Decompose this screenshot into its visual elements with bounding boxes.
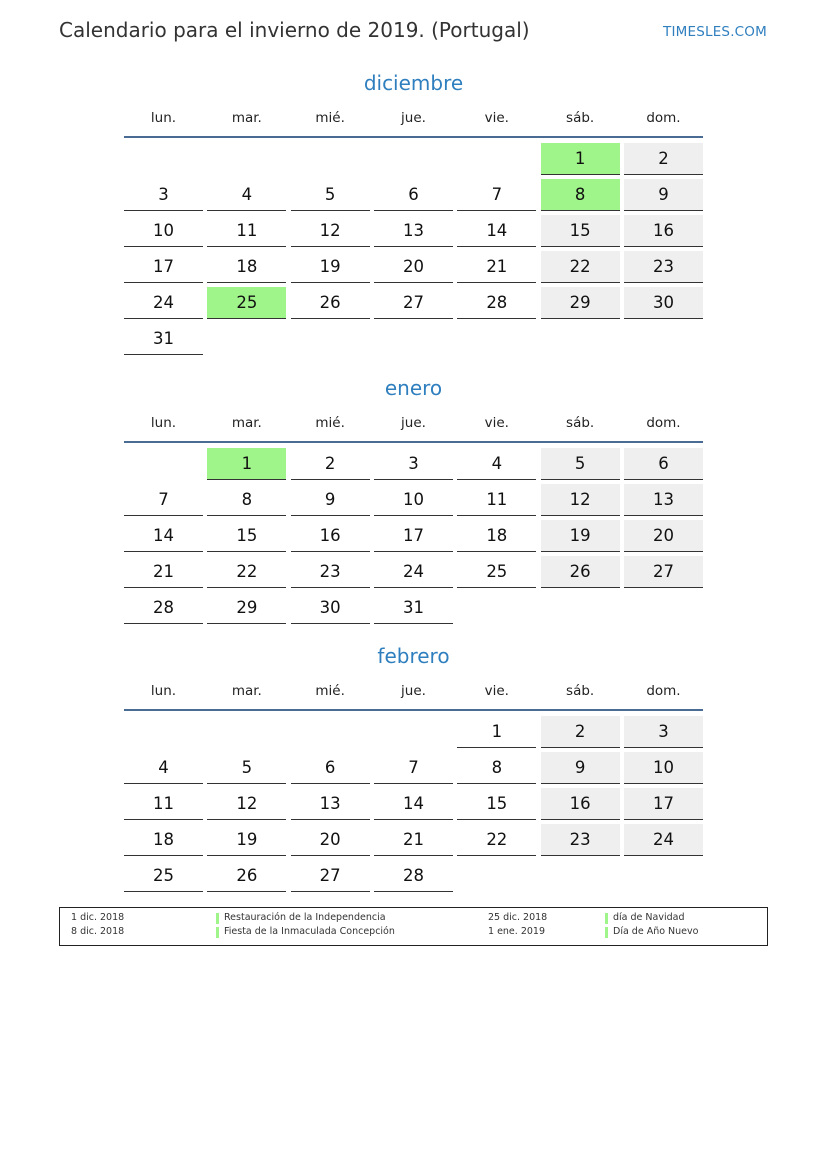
weekday-label: vie. bbox=[484, 415, 509, 431]
day-cell: 5 bbox=[207, 752, 286, 784]
day-cell: 31 bbox=[124, 323, 203, 355]
day-cell: 15 bbox=[541, 215, 620, 247]
day-cell: 26 bbox=[291, 287, 370, 319]
month-title: enero bbox=[384, 376, 443, 400]
day-cell: 10 bbox=[374, 484, 453, 516]
day-cell: 8 bbox=[457, 752, 536, 784]
day-cell: 5 bbox=[291, 179, 370, 211]
legend-holiday-name: día de Navidad bbox=[613, 912, 685, 923]
day-cell: 12 bbox=[291, 215, 370, 247]
day-grid bbox=[124, 447, 703, 627]
weekday-label: mié. bbox=[315, 683, 345, 699]
day-cell: 4 bbox=[124, 752, 203, 784]
weekday-label: dom. bbox=[646, 110, 681, 126]
day-cell: 30 bbox=[624, 287, 703, 319]
day-cell: 11 bbox=[207, 215, 286, 247]
holiday-day-cell: 25 bbox=[207, 287, 286, 319]
weekday-label: lun. bbox=[150, 110, 177, 126]
weekday-label: mar. bbox=[231, 415, 262, 431]
day-cell: 15 bbox=[207, 520, 286, 552]
weekday-label: sáb. bbox=[566, 683, 595, 699]
day-cell: 26 bbox=[207, 860, 286, 892]
holiday-day-cell: 1 bbox=[207, 448, 286, 480]
empty-cell bbox=[291, 715, 370, 751]
day-cell: 14 bbox=[457, 215, 536, 247]
day-cell: 17 bbox=[624, 788, 703, 820]
day-cell: 7 bbox=[374, 752, 453, 784]
day-cell: 22 bbox=[207, 556, 286, 588]
day-cell: 11 bbox=[124, 788, 203, 820]
day-cell: 14 bbox=[124, 520, 203, 552]
day-cell: 27 bbox=[291, 860, 370, 892]
day-cell: 16 bbox=[541, 788, 620, 820]
day-cell: 16 bbox=[291, 520, 370, 552]
day-cell: 20 bbox=[624, 520, 703, 552]
day-grid bbox=[124, 715, 703, 895]
day-cell: 9 bbox=[624, 179, 703, 211]
holiday-day-cell: 8 bbox=[541, 179, 620, 211]
day-cell: 27 bbox=[624, 556, 703, 588]
day-cell: 11 bbox=[457, 484, 536, 516]
day-cell: 19 bbox=[541, 520, 620, 552]
day-cell: 20 bbox=[374, 251, 453, 283]
month-february bbox=[124, 641, 703, 895]
holiday-color-marker bbox=[605, 927, 608, 938]
day-cell: 4 bbox=[207, 179, 286, 211]
day-cell: 20 bbox=[291, 824, 370, 856]
day-cell: 1 bbox=[457, 716, 536, 748]
legend-holiday-name: Fiesta de la Inmaculada Concepción bbox=[224, 926, 395, 937]
day-cell: 8 bbox=[207, 484, 286, 516]
month-january bbox=[124, 373, 703, 627]
day-cell: 15 bbox=[457, 788, 536, 820]
day-cell: 9 bbox=[541, 752, 620, 784]
day-cell: 23 bbox=[541, 824, 620, 856]
day-cell: 28 bbox=[457, 287, 536, 319]
day-cell: 16 bbox=[624, 215, 703, 247]
weekday-label: mié. bbox=[315, 415, 345, 431]
legend-date: 25 dic. 2018 bbox=[488, 912, 548, 923]
legend-date: 1 dic. 2018 bbox=[71, 912, 125, 923]
month-december bbox=[124, 68, 703, 358]
weekday-header bbox=[124, 676, 703, 706]
day-cell: 17 bbox=[374, 520, 453, 552]
day-cell: 24 bbox=[124, 287, 203, 319]
day-cell: 25 bbox=[124, 860, 203, 892]
day-cell: 28 bbox=[124, 592, 203, 624]
empty-cell bbox=[207, 142, 286, 178]
holiday-legend bbox=[59, 907, 768, 946]
day-cell: 18 bbox=[124, 824, 203, 856]
day-cell: 7 bbox=[457, 179, 536, 211]
weekday-label: lun. bbox=[150, 683, 177, 699]
weekday-label: mié. bbox=[315, 110, 345, 126]
empty-cell bbox=[374, 142, 453, 178]
day-cell: 6 bbox=[291, 752, 370, 784]
weekday-label: vie. bbox=[484, 683, 509, 699]
day-cell: 13 bbox=[291, 788, 370, 820]
empty-cell bbox=[124, 447, 203, 483]
day-cell: 24 bbox=[624, 824, 703, 856]
day-cell: 12 bbox=[207, 788, 286, 820]
day-cell: 3 bbox=[124, 179, 203, 211]
day-cell: 31 bbox=[374, 592, 453, 624]
weekday-label: lun. bbox=[150, 415, 177, 431]
day-cell: 13 bbox=[624, 484, 703, 516]
day-cell: 19 bbox=[207, 824, 286, 856]
legend-holiday-name: Restauración de la Independencia bbox=[224, 912, 386, 923]
day-cell: 3 bbox=[624, 716, 703, 748]
weekday-label: dom. bbox=[646, 415, 681, 431]
weekday-label: jue. bbox=[401, 110, 426, 126]
weekday-label: vie. bbox=[484, 110, 509, 126]
day-cell: 18 bbox=[207, 251, 286, 283]
holiday-color-marker bbox=[605, 913, 608, 924]
holiday-color-marker bbox=[216, 913, 219, 924]
day-cell: 19 bbox=[291, 251, 370, 283]
header-divider bbox=[124, 441, 703, 443]
day-grid bbox=[124, 142, 703, 358]
day-cell: 10 bbox=[124, 215, 203, 247]
day-cell: 21 bbox=[124, 556, 203, 588]
day-cell: 6 bbox=[624, 448, 703, 480]
empty-cell bbox=[124, 715, 203, 751]
legend-date: 8 dic. 2018 bbox=[71, 926, 125, 937]
brand-link[interactable]: TIMESLES.COM bbox=[663, 24, 767, 40]
day-cell: 12 bbox=[541, 484, 620, 516]
header-divider bbox=[124, 709, 703, 711]
day-cell: 18 bbox=[457, 520, 536, 552]
holiday-day-cell: 1 bbox=[541, 143, 620, 175]
day-cell: 30 bbox=[291, 592, 370, 624]
page-title: Calendario para el invierno de 2019. (Portugal) bbox=[59, 18, 530, 42]
empty-cell bbox=[207, 715, 286, 751]
weekday-header bbox=[124, 103, 703, 133]
day-cell: 4 bbox=[457, 448, 536, 480]
weekday-header bbox=[124, 408, 703, 438]
weekday-label: jue. bbox=[401, 683, 426, 699]
empty-cell bbox=[291, 142, 370, 178]
day-cell: 23 bbox=[291, 556, 370, 588]
day-cell: 3 bbox=[374, 448, 453, 480]
day-cell: 23 bbox=[624, 251, 703, 283]
day-cell: 17 bbox=[124, 251, 203, 283]
month-title: diciembre bbox=[363, 71, 464, 95]
day-cell: 29 bbox=[207, 592, 286, 624]
day-cell: 2 bbox=[624, 143, 703, 175]
weekday-label: sáb. bbox=[566, 110, 595, 126]
day-cell: 5 bbox=[541, 448, 620, 480]
day-cell: 28 bbox=[374, 860, 453, 892]
day-cell: 29 bbox=[541, 287, 620, 319]
holiday-color-marker bbox=[216, 927, 219, 938]
legend-holiday-name: Día de Año Nuevo bbox=[613, 926, 699, 937]
day-cell: 2 bbox=[541, 716, 620, 748]
weekday-label: jue. bbox=[401, 415, 426, 431]
legend-date: 1 ene. 2019 bbox=[488, 926, 545, 937]
day-cell: 24 bbox=[374, 556, 453, 588]
month-title: febrero bbox=[377, 644, 450, 668]
weekday-label: dom. bbox=[646, 683, 681, 699]
header-divider bbox=[124, 136, 703, 138]
day-cell: 2 bbox=[291, 448, 370, 480]
day-cell: 6 bbox=[374, 179, 453, 211]
empty-cell bbox=[374, 715, 453, 751]
weekday-label: sáb. bbox=[566, 415, 595, 431]
weekday-label: mar. bbox=[231, 683, 262, 699]
day-cell: 14 bbox=[374, 788, 453, 820]
day-cell: 27 bbox=[374, 287, 453, 319]
day-cell: 22 bbox=[457, 824, 536, 856]
day-cell: 10 bbox=[624, 752, 703, 784]
day-cell: 21 bbox=[374, 824, 453, 856]
weekday-label: mar. bbox=[231, 110, 262, 126]
day-cell: 7 bbox=[124, 484, 203, 516]
day-cell: 9 bbox=[291, 484, 370, 516]
day-cell: 26 bbox=[541, 556, 620, 588]
empty-cell bbox=[457, 142, 536, 178]
day-cell: 13 bbox=[374, 215, 453, 247]
day-cell: 22 bbox=[541, 251, 620, 283]
day-cell: 21 bbox=[457, 251, 536, 283]
day-cell: 25 bbox=[457, 556, 536, 588]
empty-cell bbox=[124, 142, 203, 178]
